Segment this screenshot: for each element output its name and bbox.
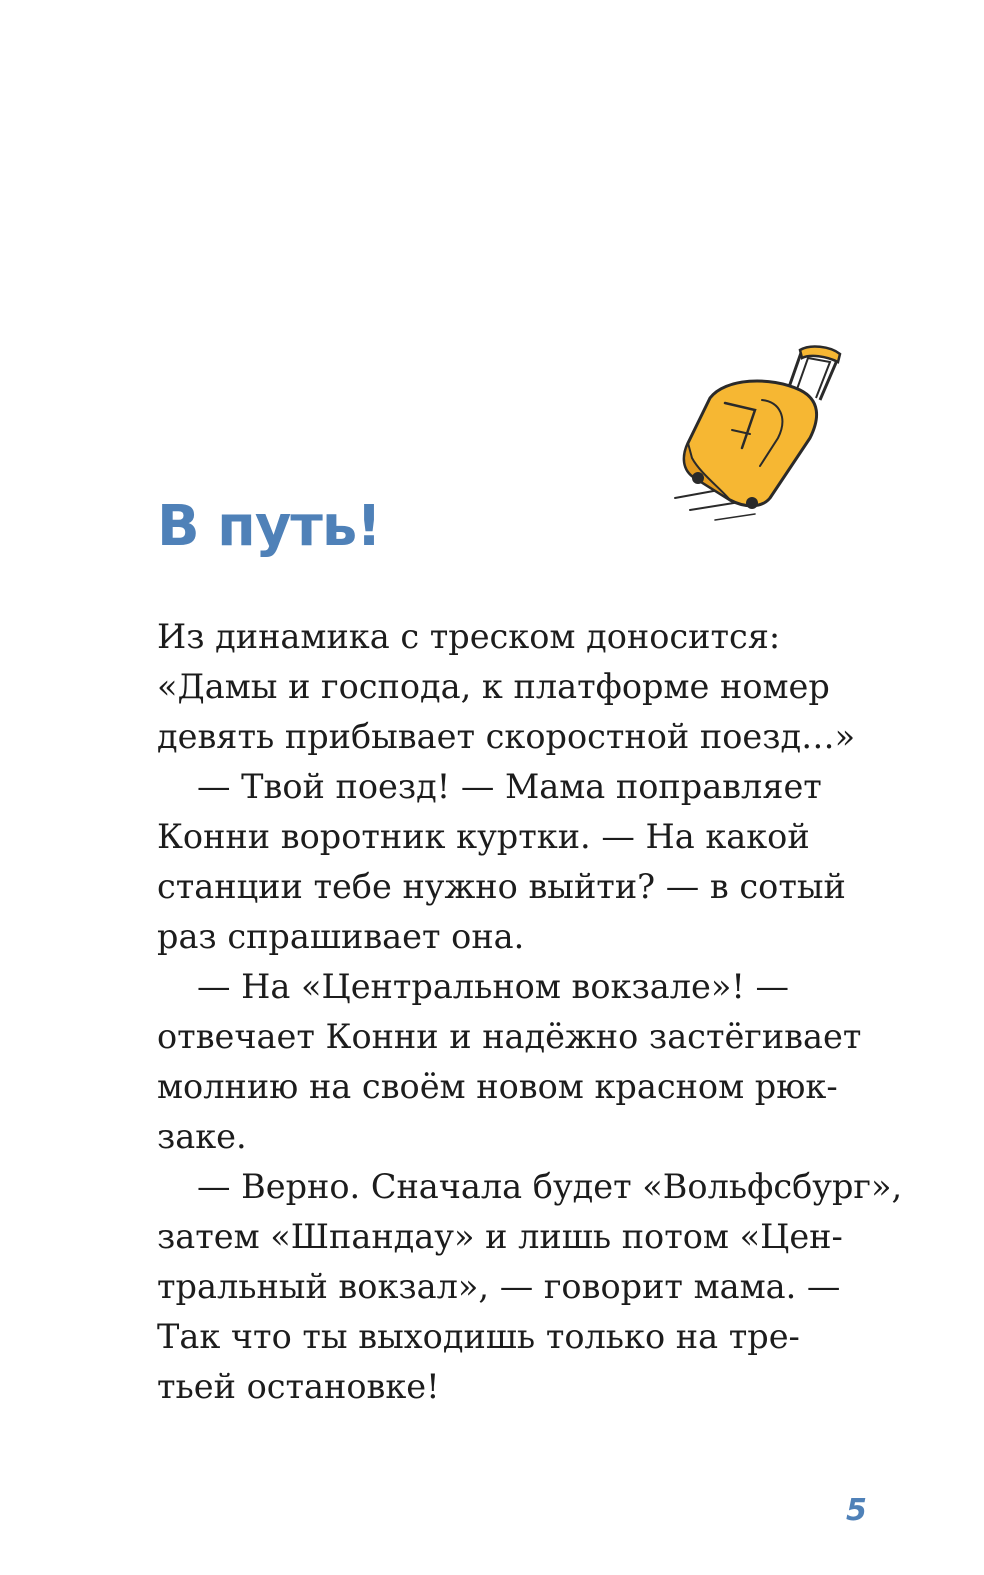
text-line: станции тебе нужно выйти? — в сотый	[157, 867, 846, 906]
suitcase-icon	[670, 338, 855, 533]
text-line: Конни воротник куртки. — На какой	[157, 817, 810, 856]
text-line: Из динамика с треском доносится:	[157, 617, 781, 656]
text-line: отвечает Конни и надёжно застёгивает	[157, 1017, 862, 1056]
text-line: — Верно. Сначала будет «Вольфсбург»,	[197, 1167, 903, 1206]
text-line: — Твой поезд! — Мама поправляет	[197, 767, 822, 806]
chapter-title: В путь!	[157, 494, 381, 559]
story-paragraph	[157, 612, 903, 1412]
text-line: тральный вокзал», — говорит мама. —	[157, 1267, 841, 1306]
page-number: 5	[846, 1493, 867, 1528]
text-line: Так что ты выходишь только на тре-	[157, 1317, 800, 1356]
text-line: «Дамы и господа, к платформе номер	[157, 667, 830, 706]
text-line: — На «Центральном вокзале»! —	[197, 967, 789, 1006]
text-line: заке.	[157, 1117, 247, 1156]
text-line: молнию на своём новом красном рюк-	[157, 1067, 838, 1106]
text-line: девять прибывает скоростной поезд…»	[157, 717, 856, 756]
text-line: тьей остановке!	[157, 1367, 440, 1406]
text-line: раз спрашивает она.	[157, 917, 525, 956]
text-line: затем «Шпандау» и лишь потом «Цен-	[157, 1217, 843, 1256]
